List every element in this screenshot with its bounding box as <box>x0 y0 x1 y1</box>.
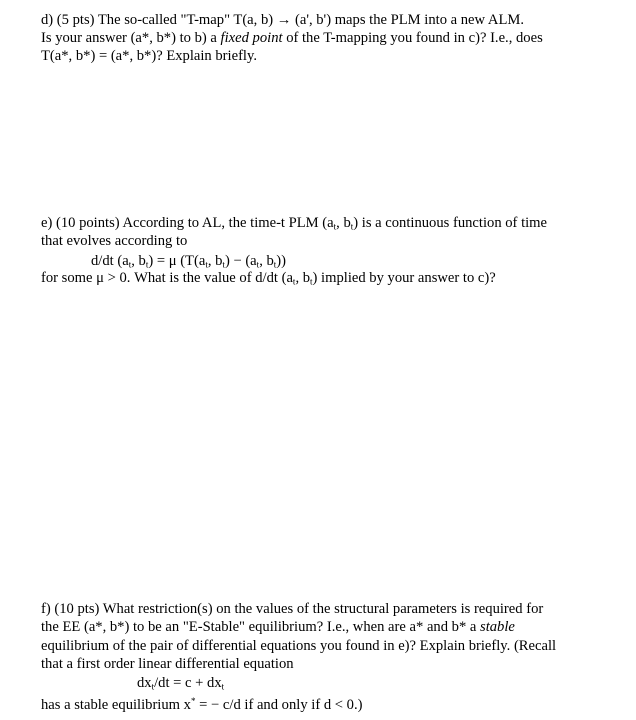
eq-part: , b <box>259 253 274 269</box>
question-f-line-6-pre: has a stable equilibrium x <box>41 696 191 713</box>
question-e-line-4 <box>41 270 496 290</box>
eq-part: )) <box>276 253 287 269</box>
question-f-line-1: f) (10 pts) What restriction(s) on the values of the structural parameters is required for <box>41 601 544 617</box>
subscript-t: t <box>205 259 208 270</box>
eq-part: d/dt (a <box>91 253 129 269</box>
question-f-line-2-pre: the EE (a*, b*) to be an "E-Stable" equilibrium? I.e., when are a* and b* a <box>41 619 481 635</box>
question-f-line-2 <box>41 619 515 636</box>
question-d-line-2 <box>41 30 543 47</box>
question-f-line-6 <box>41 693 362 714</box>
stable-emphasis: stable <box>480 619 515 635</box>
subscript-t: t <box>151 681 155 692</box>
question-e-line-1-pre: e) (10 points) According to AL, the time-t PLM (a <box>41 215 334 231</box>
eq-part: dx <box>137 675 152 691</box>
question-d-line-2-post: of the T-mapping you found in c)? I.e., does <box>282 30 543 46</box>
question-e-line-1-post: ) is a continuous function of time <box>353 215 548 231</box>
subscript-t: t <box>256 259 260 270</box>
subscript-t: t <box>273 259 277 270</box>
question-f-line-6-post: = − c/d if and only if d < 0.) <box>195 696 363 713</box>
fixed-point-emphasis: fixed point <box>220 30 283 46</box>
subscript-t: t <box>221 681 225 692</box>
eq-part: , b <box>207 253 223 269</box>
superscript-star: * <box>190 696 196 706</box>
question-f-line-3: equilibrium of the pair of differential equations you found in e)? Explain briefly. (Recall <box>41 638 557 654</box>
subscript-t: t <box>350 221 354 232</box>
question-e-line-4-post: ) implied by your answer to c)? <box>312 270 496 286</box>
subscript-t: t <box>292 276 296 287</box>
question-e-line-4-pre: for some μ > 0. What is the value of d/dt (a <box>41 270 293 286</box>
question-d-line-1: d) (5 pts) The so-called "T-map" T(a, b) → (a', b') maps the PLM into a new ALM. <box>41 12 524 28</box>
eq-part: /dt = c + dx <box>154 675 222 691</box>
subscript-t: t <box>222 259 225 270</box>
subscript-t: t <box>333 221 337 232</box>
eq-part: ) − (a <box>224 253 257 269</box>
subscript-t: t <box>145 259 149 270</box>
question-d-line-2-pre: Is your answer (a*, b*) to b) a <box>41 30 221 46</box>
question-e-line-2: that evolves according to <box>41 233 188 249</box>
eq-part: ) = μ (T(a <box>148 253 206 269</box>
question-e-line-1-mid: , b <box>336 215 351 231</box>
question-d-line-3: T(a*, b*) = (a*, b*)? Explain briefly. <box>41 48 257 64</box>
eq-part: , b <box>131 253 146 269</box>
subscript-t: t <box>310 276 313 287</box>
subscript-t: t <box>128 259 132 270</box>
question-e-line-4-mid: , b <box>295 270 311 286</box>
question-f-line-4: that a first order linear differential equation <box>41 656 294 672</box>
